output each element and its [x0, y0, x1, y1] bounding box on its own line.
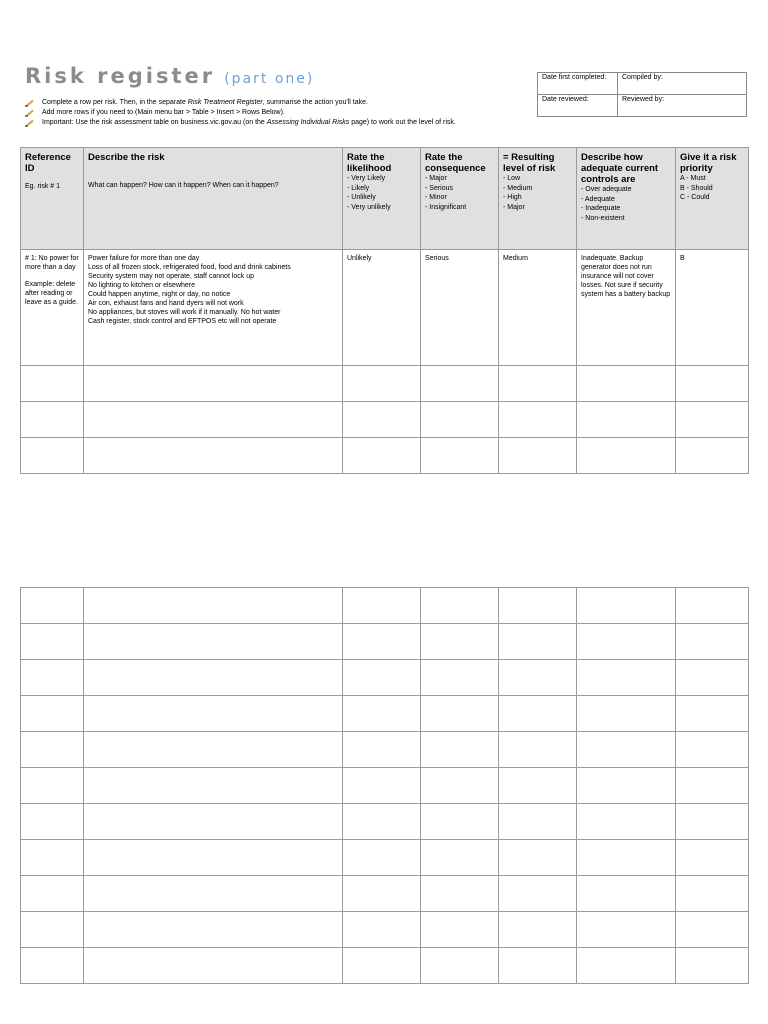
table-cell[interactable]: [577, 438, 676, 474]
table-cell[interactable]: [343, 624, 421, 660]
header-describe-risk: Describe the risk What can happen? How can it happen? When can it happen?: [84, 148, 343, 250]
table-cell[interactable]: [84, 732, 343, 768]
table-cell[interactable]: [676, 876, 749, 912]
table-cell[interactable]: [676, 660, 749, 696]
example-consequence-cell[interactable]: Serious: [421, 250, 499, 366]
compiled-by-field[interactable]: Compiled by:: [618, 73, 747, 95]
table-cell[interactable]: [421, 366, 499, 402]
table-cell[interactable]: [21, 840, 84, 876]
table-cell[interactable]: [499, 366, 577, 402]
table-cell[interactable]: [499, 588, 577, 624]
table-cell[interactable]: [21, 588, 84, 624]
date-first-completed-field[interactable]: Date first completed:: [538, 73, 618, 95]
table-row: [21, 588, 749, 624]
table-cell[interactable]: [421, 804, 499, 840]
pencil-icon: [25, 109, 33, 117]
table-cell[interactable]: [21, 438, 84, 474]
table-cell[interactable]: [343, 438, 421, 474]
table-cell[interactable]: [21, 660, 84, 696]
table-cell[interactable]: [577, 768, 676, 804]
table-cell[interactable]: [84, 696, 343, 732]
table-cell[interactable]: [84, 912, 343, 948]
table-cell[interactable]: [343, 588, 421, 624]
table-cell[interactable]: [499, 768, 577, 804]
reviewed-by-field[interactable]: Reviewed by:: [618, 95, 747, 117]
pencil-icon: [25, 99, 33, 107]
table-cell[interactable]: [577, 660, 676, 696]
table-row: [21, 912, 749, 948]
table-cell[interactable]: [499, 660, 577, 696]
example-level-cell[interactable]: Medium: [499, 250, 577, 366]
table-cell[interactable]: [343, 696, 421, 732]
table-cell[interactable]: [421, 696, 499, 732]
header-level-of-risk: = Resulting level of risk - Low - Medium - High - Major: [499, 148, 577, 250]
table-cell[interactable]: [499, 732, 577, 768]
header-current-controls: Describe how adequate current controls are - Over adequate - Adequate - Inadequate - Non-existent: [577, 148, 676, 250]
title-sub: (part one): [224, 71, 315, 87]
table-cell[interactable]: [421, 840, 499, 876]
table-row: [21, 948, 749, 984]
table-row: [21, 660, 749, 696]
table-cell[interactable]: [421, 402, 499, 438]
instruction-item: Important: Use the risk assessment table on business.vic.gov.au (on the Assessing Individual Risks page) to work out the level of risk.: [25, 118, 456, 128]
table-cell[interactable]: [676, 624, 749, 660]
table-cell[interactable]: [21, 804, 84, 840]
table-cell[interactable]: [676, 840, 749, 876]
table-cell[interactable]: [577, 840, 676, 876]
table-cell[interactable]: [676, 366, 749, 402]
example-row: [21, 250, 749, 366]
meta-table: [537, 72, 747, 117]
example-priority-cell[interactable]: B: [676, 250, 749, 366]
page-title: [25, 64, 314, 88]
table-cell[interactable]: [84, 366, 343, 402]
table-cell[interactable]: [676, 768, 749, 804]
table-cell[interactable]: [499, 438, 577, 474]
table-row: [21, 804, 749, 840]
table-cell[interactable]: [676, 438, 749, 474]
table-cell[interactable]: [21, 732, 84, 768]
example-likelihood-cell[interactable]: Unlikely: [343, 250, 421, 366]
table-row: [21, 876, 749, 912]
table-row: [21, 768, 749, 804]
table-cell[interactable]: [343, 804, 421, 840]
table-cell[interactable]: [577, 804, 676, 840]
table-cell[interactable]: [84, 876, 343, 912]
table-cell[interactable]: [577, 696, 676, 732]
table-cell[interactable]: [21, 768, 84, 804]
table-cell[interactable]: [21, 912, 84, 948]
example-reference-cell[interactable]: # 1: No power for more than a day Example: delete after reading or leave as a guide.: [21, 250, 84, 366]
table-cell[interactable]: [676, 588, 749, 624]
table-row: [21, 366, 749, 402]
table-row: [21, 402, 749, 438]
table-cell[interactable]: [21, 402, 84, 438]
example-risk-cell[interactable]: Power failure for more than one day Loss of all frozen stock, refrigerated food, food and drink cabinets Security system may not operate, staff cannot lock up No lighting to kitchen or elsewhere Could happen anytime, night or day, no notice Air con, exhaust fans and hand dyers will not work No appliances, but stoves will work if it manually. No hot water Cash register, stock control and EFTPOS etc will not operate: [84, 250, 343, 366]
table-cell[interactable]: [21, 948, 84, 984]
table-cell[interactable]: [676, 402, 749, 438]
table-cell[interactable]: [21, 696, 84, 732]
table-cell[interactable]: [343, 660, 421, 696]
table-cell[interactable]: [499, 696, 577, 732]
table-cell[interactable]: [577, 948, 676, 984]
table-cell[interactable]: [84, 402, 343, 438]
instructions-list: [25, 98, 456, 128]
table-cell[interactable]: [421, 912, 499, 948]
table-cell[interactable]: [421, 660, 499, 696]
table-cell[interactable]: [577, 624, 676, 660]
table-cell[interactable]: [421, 624, 499, 660]
table-cell[interactable]: [577, 366, 676, 402]
table-cell[interactable]: [499, 876, 577, 912]
table-cell[interactable]: [499, 804, 577, 840]
table-cell[interactable]: [343, 876, 421, 912]
table-cell[interactable]: [577, 588, 676, 624]
table-cell[interactable]: [577, 732, 676, 768]
table-cell[interactable]: [676, 732, 749, 768]
table-row: [21, 732, 749, 768]
table-cell[interactable]: [343, 768, 421, 804]
table-cell[interactable]: [84, 768, 343, 804]
table-cell[interactable]: [577, 402, 676, 438]
header-consequence: Rate the consequence - Major - Serious - Minor - Insignificant: [421, 148, 499, 250]
table-cell[interactable]: [421, 768, 499, 804]
table-cell[interactable]: [84, 948, 343, 984]
table-cell[interactable]: [84, 804, 343, 840]
table-cell[interactable]: [343, 402, 421, 438]
table-row: [21, 624, 749, 660]
table-cell[interactable]: [577, 912, 676, 948]
risk-register-table: [20, 147, 749, 474]
instruction-item: Add more rows if you need to (Main menu bar > Table > Insert > Rows Below).: [25, 108, 456, 118]
table-cell[interactable]: [21, 624, 84, 660]
table-cell[interactable]: [84, 840, 343, 876]
table-cell[interactable]: [84, 588, 343, 624]
table-cell[interactable]: [343, 948, 421, 984]
table-cell[interactable]: [343, 732, 421, 768]
table-cell[interactable]: [84, 438, 343, 474]
table-cell[interactable]: [84, 660, 343, 696]
table-cell[interactable]: [421, 876, 499, 912]
table-row: [21, 840, 749, 876]
table-cell[interactable]: [421, 732, 499, 768]
date-reviewed-field[interactable]: Date reviewed:: [538, 95, 618, 117]
title-main: Risk register: [25, 64, 216, 88]
table-cell[interactable]: [499, 402, 577, 438]
table-cell[interactable]: [84, 624, 343, 660]
table-cell[interactable]: [676, 804, 749, 840]
header-risk-priority: Give it a risk priority A - Must B - Should C - Could: [676, 148, 749, 250]
instruction-item: Complete a row per risk. Then, in the separate Risk Treatment Register, summarise the action you'll take.: [25, 98, 456, 108]
pencil-icon: [25, 119, 33, 127]
table-cell[interactable]: [343, 912, 421, 948]
table-cell[interactable]: [676, 948, 749, 984]
table-cell[interactable]: [499, 624, 577, 660]
table-cell[interactable]: [577, 876, 676, 912]
table-cell[interactable]: [499, 840, 577, 876]
header-reference-id: Reference ID Eg. risk # 1: [21, 148, 84, 250]
table-cell[interactable]: [343, 366, 421, 402]
table-cell[interactable]: [343, 840, 421, 876]
table-cell[interactable]: [421, 438, 499, 474]
table-cell[interactable]: [676, 696, 749, 732]
example-controls-cell[interactable]: Inadequate. Backup generator does not run insurance will not cover losses. Not sure if security system has a battery backup: [577, 250, 676, 366]
table-row: [21, 696, 749, 732]
table-cell[interactable]: [21, 366, 84, 402]
table-cell[interactable]: [676, 912, 749, 948]
risk-register-table-continued: [20, 587, 749, 984]
table-cell[interactable]: [421, 588, 499, 624]
table-row: [21, 438, 749, 474]
header-likelihood: Rate the likelihood - Very Likely - Likely - Unlikely - Very unlikely: [343, 148, 421, 250]
table-cell[interactable]: [421, 948, 499, 984]
header-row: [21, 148, 749, 250]
table-cell[interactable]: [499, 948, 577, 984]
table-cell[interactable]: [499, 912, 577, 948]
table-cell[interactable]: [21, 876, 84, 912]
